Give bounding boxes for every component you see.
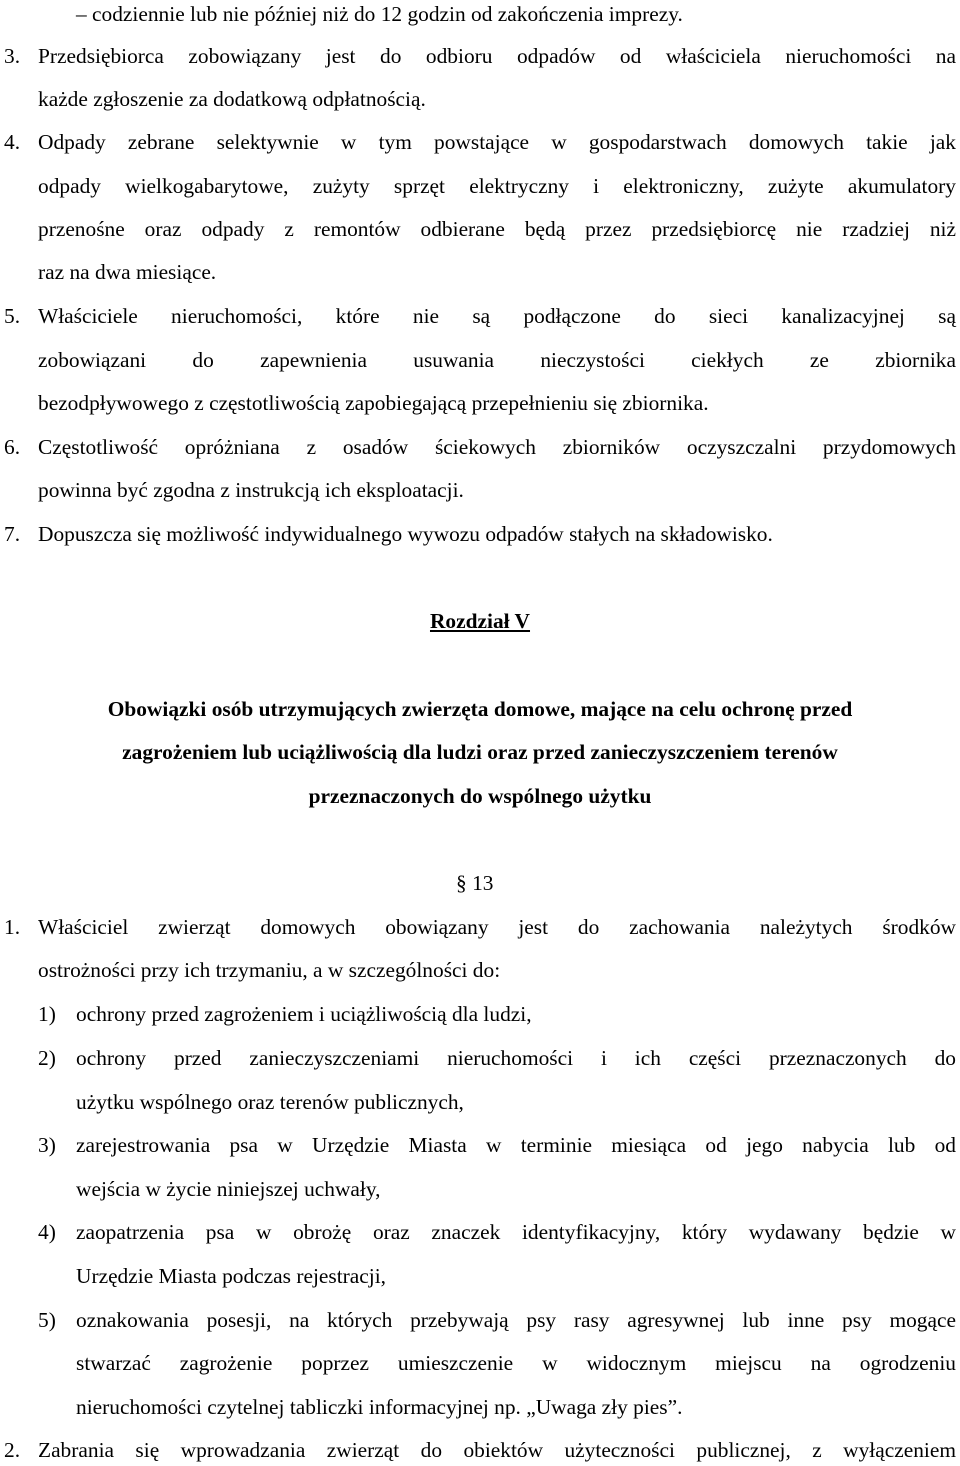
item-5-line-3: bezodpływowego z częstotliwością zapobiegającą przepełnieniu się zbiornika.: [38, 391, 709, 415]
item-4-line-2: odpady wielkogabarytowe, zużyty sprzęt elektryczny i elektroniczny, zużyte akumulatory: [38, 174, 956, 198]
item-number-6: 6.: [4, 435, 21, 459]
item-3-line-1: Przedsiębiorca zobowiązany jest do odbioru odpadów od właściciela nieruchomości na: [38, 44, 956, 68]
subitem-number-3: 3): [38, 1133, 56, 1157]
subitem-4-line-2: Urzędzie Miasta podczas rejestracji,: [76, 1264, 387, 1288]
item-6-line-1: Częstotliwość opróżniana z osadów ściekowych zbiorników oczyszczalni przydomowych: [38, 435, 956, 459]
item-3-line-2: każde zgłoszenie za dodatkową odpłatnością.: [38, 87, 426, 111]
item-4-line-3: przenośne oraz odpady z remontów odbierane będą przez przedsiębiorcę nie rzadziej niż: [38, 217, 956, 241]
item-5-line-1: Właściciele nieruchomości, które nie są podłączone do sieci kanalizacyjnej są: [38, 304, 956, 328]
previous-paragraph-tail: – codziennie lub nie później niż do 12 godzin od zakończenia imprezy.: [76, 2, 683, 26]
chapter-heading-line-3: przeznaczonych do wspólnego użytku: [308, 784, 652, 808]
subitem-3-line-2: wejścia w życie niniejszej uchwały,: [76, 1177, 381, 1201]
subitem-2-line-2: użytku wspólnego oraz terenów publicznych,: [76, 1090, 464, 1114]
subitem-number-4: 4): [38, 1220, 56, 1244]
paragraph-1-line-1: Właściciel zwierząt domowych obowiązany jest do zachowania należytych środków: [38, 915, 956, 939]
chapter-title: Rozdział V: [429, 609, 531, 633]
subitem-number-2: 2): [38, 1046, 56, 1070]
subitem-number-5: 5): [38, 1308, 56, 1332]
subitem-2-line-1: ochrony przed zanieczyszczeniami nieruchomości i ich części przeznaczonych do: [76, 1046, 956, 1070]
item-6-line-2: powinna być zgodna z instrukcją ich eksploatacji.: [38, 478, 464, 502]
chapter-heading-line-2: zagrożeniem lub uciążliwością dla ludzi oraz przed zanieczyszczeniem terenów: [122, 740, 838, 764]
paragraph-number-1: 1.: [4, 915, 21, 939]
subitem-1-line-1: ochrony przed zagrożeniem i uciążliwością dla ludzi,: [76, 1002, 532, 1026]
item-number-4: 4.: [4, 130, 21, 154]
subitem-5-line-1: oznakowania posesji, na których przebywają psy rasy agresywnej lub inne psy mogące: [76, 1308, 956, 1332]
subitem-5-line-3: nieruchomości czytelnej tabliczki informacyjnej np. „Uwaga zły pies”.: [76, 1395, 683, 1419]
item-4-line-1: Odpady zebrane selektywnie w tym powstające w gospodarstwach domowych takie jak: [38, 130, 956, 154]
subitem-4-line-1: zaopatrzenia psa w obrożę oraz znaczek identyfikacyjny, który wydawany będzie w: [76, 1220, 956, 1244]
item-5-line-2: zobowiązani do zapewnienia usuwania nieczystości ciekłych ze zbiornika: [38, 348, 956, 372]
paragraph-1-line-2: ostrożności przy ich trzymaniu, a w szczególności do:: [38, 958, 501, 982]
item-4-line-4: raz na dwa miesiące.: [38, 260, 217, 284]
item-number-7: 7.: [4, 522, 21, 546]
subitem-number-1: 1): [38, 1002, 56, 1026]
item-number-5: 5.: [4, 304, 21, 328]
item-number-3: 3.: [4, 44, 21, 68]
item-7-line-1: Dopuszcza się możliwość indywidualnego wywozu odpadów stałych na składowisko.: [38, 522, 773, 546]
paragraph-number-2: 2.: [4, 1438, 21, 1462]
section-sign: §: [456, 871, 467, 895]
paragraph-2-line-1: Zabrania się wprowadzania zwierząt do obiektów użyteczności publicznej, z wyłączeniem: [38, 1438, 956, 1462]
section-number: 13: [472, 871, 494, 895]
subitem-5-line-2: stwarzać zagrożenie poprzez umieszczenie w widocznym miejscu na ogrodzeniu: [76, 1351, 956, 1375]
subitem-3-line-1: zarejestrowania psa w Urzędzie Miasta w terminie miesiąca od jego nabycia lub od: [76, 1133, 956, 1157]
section-heading: [456, 869, 493, 897]
chapter-heading-line-1: Obowiązki osób utrzymujących zwierzęta domowe, mające na celu ochronę przed: [107, 697, 853, 721]
